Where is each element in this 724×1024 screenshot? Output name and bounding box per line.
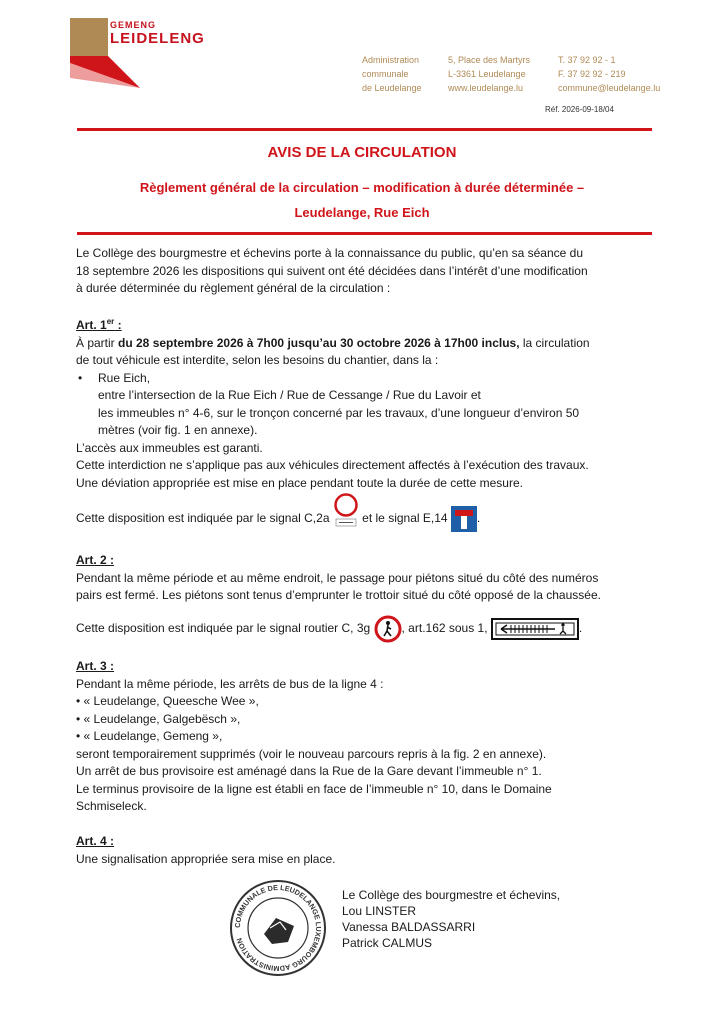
bullet-label: Rue Eich, [98, 370, 151, 385]
divider-top [77, 128, 652, 131]
header-line: Administration [362, 55, 420, 65]
header-street-block [448, 53, 530, 95]
article-2-heading: Art. 2 : [76, 553, 115, 567]
text-line: les immeubles n° 4-6, sur le tronçon concerné par les travaux, d’une longueur d’environ 50 [98, 405, 580, 420]
intro-paragraph [76, 245, 650, 298]
sign-c3g-icon [374, 615, 402, 643]
text-line: seront temporairement supprimés (voir le nouveau parcours repris à la fig. 2 en annexe). [76, 746, 547, 761]
text-line: Pendant la même période, les arrêts de bus de la ligne 4 : [76, 676, 384, 691]
header-fax: F. 37 92 92 - 219 [558, 69, 626, 79]
article-4 [76, 833, 650, 868]
logo-text-name: LEIDELENG [110, 30, 205, 47]
logo-text-small: GEMENG [110, 20, 157, 30]
text-line: à durée déterminée du règlement général de la circulation : [76, 281, 391, 295]
article-3-heading: Art. 3 : [76, 659, 115, 673]
article-3 [76, 658, 650, 816]
text-line: Le terminus provisoire de la ligne est établi en face de l’immeuble n° 10, dans le Domaine [76, 781, 552, 796]
article-4-heading: Art. 4 : [76, 834, 115, 848]
text-line: Un arrêt de bus provisoire est aménagé dans la Rue de la Gare devant l’immeuble n° 1. [76, 764, 542, 778]
signature-block [342, 887, 560, 951]
text-line: mètres (voir fig. 1 en annexe). [98, 423, 258, 437]
seal-stamp [228, 878, 328, 978]
article-2 [76, 552, 650, 643]
signature-line: Le Collège des bourgmestre et échevins, [342, 888, 561, 902]
svg-text:COMMUNALE DE LEUDELANGE LUXEMB: COMMUNALE DE LEUDELANGE LUXEMBOURG ADMINISTRATION [232, 882, 324, 974]
sign-e14-icon [451, 506, 477, 532]
header-line: communale [362, 69, 409, 79]
sign-line-art2: Cette disposition est indiquée par le signal routier C, 3g , art.162 sous 1, . [76, 615, 650, 643]
header-line: 5, Place des Martyrs [448, 55, 531, 65]
bullet-item [76, 370, 650, 440]
subtitle-line-2: Leudelange, Rue Eich [294, 205, 430, 220]
divider-bottom [77, 232, 652, 235]
header-address-block [362, 53, 422, 95]
header-email[interactable]: commune@leudelange.lu [558, 83, 661, 93]
article-1-heading: Art. 1er : [76, 317, 122, 332]
text-line: Pendant la même période et au même endroit, le passage pour piétons situé du côté des numéros [76, 570, 599, 585]
text-line: 18 septembre 2026 les dispositions qui suivent ont été décidées dans l’intérêt d’une modification [76, 263, 588, 278]
list-item: • « Leudelange, Queesche Wee », [76, 694, 259, 708]
subtitle-line-1: Règlement général de la circulation – modification à durée déterminée – [139, 180, 585, 195]
signer-name: Lou LINSTER [342, 904, 417, 918]
sign-art162-icon [491, 618, 579, 640]
header-line: L-3361 Leudelange [448, 69, 526, 79]
sign-line-art1: Cette disposition est indiquée par le signal C,2a et le signal E,14 . [76, 506, 650, 532]
sign-c2a-icon [333, 493, 359, 527]
document-reference: Réf. 2026-09-18/04 [545, 105, 614, 114]
signer-name: Patrick CALMUS [342, 936, 433, 950]
header-phone: T. 37 92 92 - 1 [558, 55, 616, 65]
page-title: AVIS DE LA CIRCULATION [267, 144, 457, 161]
text-line: Schmiseleck. [76, 799, 147, 813]
list-item: • « Leudelange, Gemeng », [76, 729, 223, 743]
text-line: pairs est fermé. Les piétons sont tenus d’emprunter le trottoir situé du côté opposé de la chaussée. [76, 588, 601, 602]
list-item: • « Leudelange, Galgebësch », [76, 711, 241, 726]
article-1 [76, 317, 650, 532]
signer-name: Vanessa BALDASSARRI [342, 920, 476, 934]
text-line: entre l’intersection de la Rue Eich / Rue de Cessange / Rue du Lavoir et [98, 388, 481, 402]
header-website[interactable]: www.leudelange.lu [448, 83, 524, 93]
text-line: À partir du 28 septembre 2026 à 7h00 jusqu’au 30 octobre 2026 à 17h00 inclus, la circulation [76, 335, 590, 350]
header-line: de Leudelange [362, 83, 422, 93]
text-line: de tout véhicule est interdite, selon les besoins du chantier, dans la : [76, 353, 439, 367]
text-line: Le Collège des bourgmestre et échevins porte à la connaissance du public, qu’en sa séance du [76, 246, 583, 260]
text-line: Une signalisation appropriée sera mise en place. [76, 851, 336, 866]
text-line: L’accès aux immeubles est garanti. [76, 440, 263, 455]
header-contact-block [558, 53, 660, 95]
text-line: Cette interdiction ne s’applique pas aux véhicules directement affectés à l’exécution des travaux. [76, 458, 589, 472]
bullet-dot: • [78, 370, 83, 385]
text-line: Une déviation appropriée est mise en place pendant toute la durée de cette mesure. [76, 475, 523, 490]
